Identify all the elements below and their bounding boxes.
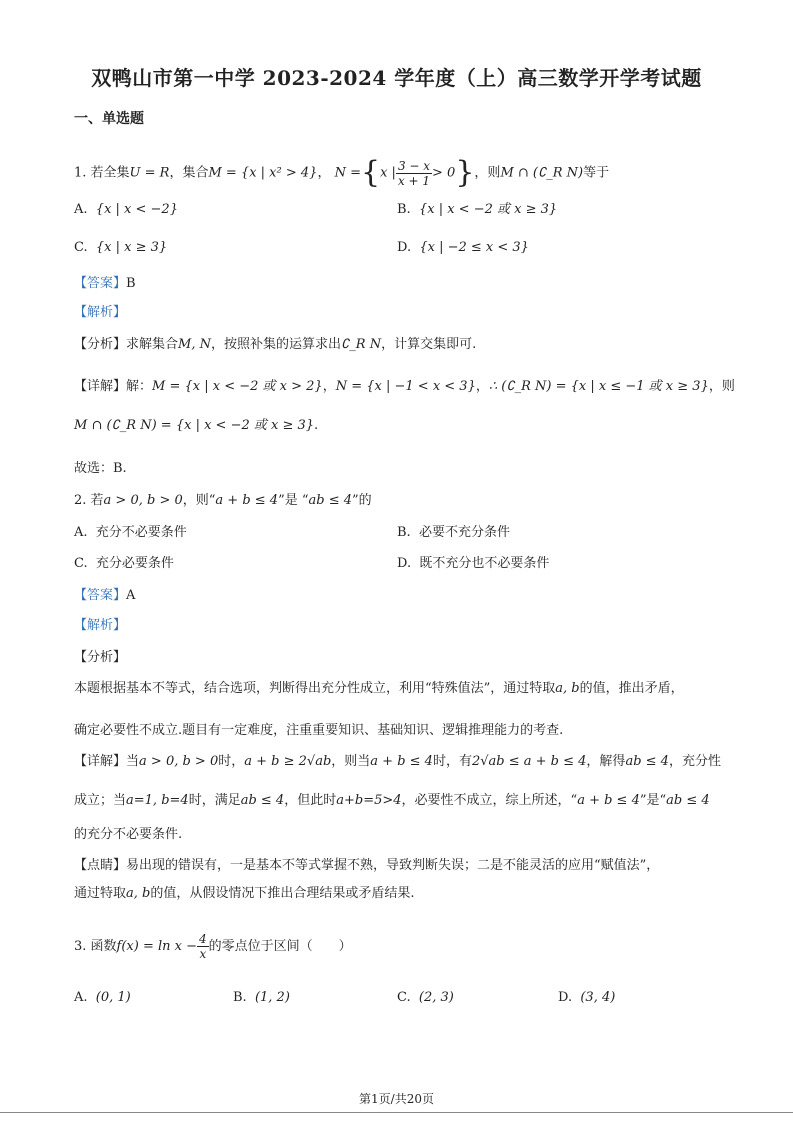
detail-math: a + b ≤ 4 xyxy=(370,754,433,769)
q1-stem-prefix: 1. 若全集 xyxy=(74,165,130,181)
option-label: B. xyxy=(397,202,411,217)
option-text: {x | −2 ≤ x < 3} xyxy=(419,240,529,255)
detail-text: ，充分性 xyxy=(668,754,721,769)
q2-dianjing-line2 xyxy=(74,884,415,904)
q1-detail-line1 xyxy=(74,377,735,397)
brace-left: { xyxy=(361,155,381,190)
answer-value: A xyxy=(126,588,136,603)
q2-option-c xyxy=(74,554,174,574)
q2-stem-text: 2. 若 xyxy=(74,493,104,508)
q3-num: 4 xyxy=(199,932,207,946)
q1-set-m: M = {x | x² > 4} xyxy=(208,165,318,181)
option-label: B. xyxy=(397,525,411,540)
detail-text: . xyxy=(314,418,319,433)
q1-fenxi xyxy=(74,335,476,355)
q2-stem xyxy=(74,491,372,511)
option-text: (1, 2) xyxy=(254,990,290,1005)
q3-fraction xyxy=(197,932,209,961)
detail-math: a+b=5>4 xyxy=(336,793,402,808)
q1-expr: M ∩ (∁_R N) xyxy=(500,165,584,181)
fenxi-math: ∁_R N xyxy=(341,337,382,352)
q2-stem-text: ”的 xyxy=(352,493,372,508)
option-text: 充分必要条件 xyxy=(95,556,174,571)
detail-text: ，解得 xyxy=(586,754,626,769)
footer-divider xyxy=(0,1112,793,1113)
q2-option-b xyxy=(397,523,510,543)
detail-tag: 【详解】 xyxy=(74,754,127,769)
option-text: (2, 3) xyxy=(418,990,454,1005)
q2-stem-math: ab ≤ 4 xyxy=(308,493,353,508)
detail-text: ”是“ xyxy=(639,793,667,808)
option-label: C. xyxy=(74,556,88,571)
option-text: (3, 4) xyxy=(580,990,616,1005)
detail-text: ，但此时 xyxy=(284,793,337,808)
q1-comma: ， xyxy=(317,165,331,181)
detail-text: ， xyxy=(322,379,336,394)
detail-math: N = {x | −1 < x < 3} xyxy=(335,379,476,394)
q1-choose: 故选：B. xyxy=(74,461,127,476)
detail-math: M = {x | x < −2 或 x > 2} xyxy=(152,379,323,394)
q1-answer xyxy=(74,274,136,294)
q1-n-fraction xyxy=(396,159,432,188)
option-label: D. xyxy=(558,990,573,1005)
detail-math: a + b ≤ 4 xyxy=(577,793,640,808)
q3-stem-text: 3. 函数 xyxy=(74,939,117,954)
q2-answer xyxy=(74,586,135,606)
detail-math: M ∩ (∁_R N) = {x | x < −2 或 x ≥ 3} xyxy=(74,418,315,433)
q1-analysis-tag: 【解析】 xyxy=(74,305,127,320)
section-heading: 一、单选题 xyxy=(74,111,144,127)
q1-option-a xyxy=(74,200,178,220)
option-text: 必要不充分条件 xyxy=(418,525,510,540)
detail-math: a=1, b=4 xyxy=(126,793,189,808)
brace-right: } xyxy=(455,155,475,190)
detail-text: 时，有 xyxy=(432,754,472,769)
option-text: {x | x < −2} xyxy=(95,202,178,217)
q3-option-d xyxy=(558,988,615,1008)
detail-math: ab ≤ 4 xyxy=(625,754,669,769)
q1-stem xyxy=(74,155,610,190)
q2-analysis-tag: 【解析】 xyxy=(74,618,127,633)
dianjing-text: 通过特取 xyxy=(74,886,127,901)
dianjing-math: a, b xyxy=(126,886,151,901)
q2-fenxi-tag: 【分析】 xyxy=(74,650,127,665)
q2-detail-line3: 的充分不必要条件. xyxy=(74,827,183,842)
q2-stem-math: a > 0, b > 0 xyxy=(103,493,183,508)
q3-function: f(x) = ln x − xyxy=(116,939,198,954)
detail-text: 当 xyxy=(126,754,140,769)
option-label: B. xyxy=(233,990,247,1005)
q2-fenxi-line1 xyxy=(74,679,684,699)
option-label: C. xyxy=(74,240,88,255)
option-text: (0, 1) xyxy=(95,990,131,1005)
detail-math: ∴ (∁_R N) = {x | x ≤ −1 或 x ≥ 3} xyxy=(488,379,709,394)
detail-text: 成立；当 xyxy=(74,793,127,808)
fenxi-tag: 【分析】 xyxy=(74,337,127,352)
option-label: C. xyxy=(397,990,411,1005)
fenxi-text: ，按照补集的运算求出 xyxy=(210,337,341,352)
q3-option-a xyxy=(74,988,131,1008)
q1-option-c xyxy=(74,238,167,258)
detail-text: ， xyxy=(475,379,489,394)
fenxi-math: M, N xyxy=(178,337,211,352)
q1-stem-mid2: ，则 xyxy=(474,165,501,181)
option-label: A. xyxy=(74,525,88,540)
q1-suffix: 等于 xyxy=(583,165,610,181)
detail-math: ab ≤ 4 xyxy=(666,793,710,808)
q2-dianjing-line1 xyxy=(74,856,659,876)
dianjing-text: 的值，从假设情况下推出合理结果或矛盾结果. xyxy=(150,886,415,901)
detail-text: 时，满足 xyxy=(188,793,241,808)
option-label: D. xyxy=(397,556,412,571)
option-text: 充分不必要条件 xyxy=(95,525,187,540)
dianjing-text: 易出现的错误有，一是基本不等式掌握不熟，导致判断失误；二是不能灵活的应用“赋值法”， xyxy=(126,858,660,873)
detail-text: 时， xyxy=(218,754,245,769)
q2-option-a xyxy=(74,523,187,543)
dianjing-tag: 【点睛】 xyxy=(74,858,127,873)
q1-set-u: U = R xyxy=(129,165,170,181)
detail-text: ，则 xyxy=(708,379,735,394)
q1-option-b xyxy=(397,200,557,220)
detail-text: ，则当 xyxy=(331,754,371,769)
fenxi-text: 求解集合 xyxy=(126,337,179,352)
fenxi-math: a, b xyxy=(555,681,580,696)
detail-math: a + b ≥ 2√ab xyxy=(244,754,332,769)
page-footer: 第1页/共20页 xyxy=(359,1092,434,1106)
q2-fenxi-line2: 确定必要性不成立.题目有一定难度，注重重要知识、基础知识、逻辑推理能力的考查. xyxy=(74,723,564,738)
q2-option-d xyxy=(397,554,549,574)
q1-n-den: x + 1 xyxy=(397,173,431,188)
option-label: A. xyxy=(74,202,88,217)
q1-n-gt: > 0 xyxy=(432,165,456,181)
q2-stem-math: a + b ≤ 4 xyxy=(215,493,279,508)
answer-tag: 【答案】 xyxy=(74,276,127,291)
q1-detail-line2 xyxy=(74,416,318,436)
q3-option-c xyxy=(397,988,454,1008)
q2-stem-text: ，则“ xyxy=(182,493,216,508)
q1-n-num: 3 − x xyxy=(397,158,431,173)
answer-value: B xyxy=(126,276,136,291)
q3-option-b xyxy=(233,988,290,1008)
detail-text: ，必要性不成立，综上所述，“ xyxy=(401,793,578,808)
fenxi-text: 的值，推出矛盾， xyxy=(579,681,684,696)
q1-stem-mid1: ，集合 xyxy=(169,165,209,181)
detail-tag: 【详解】 xyxy=(74,379,127,394)
option-text: 既不充分也不必要条件 xyxy=(419,556,550,571)
option-text: {x | x ≥ 3} xyxy=(95,240,168,255)
option-label: A. xyxy=(74,990,88,1005)
detail-math: 2√ab ≤ a + b ≤ 4 xyxy=(471,754,587,769)
option-label: D. xyxy=(397,240,412,255)
q1-n-var: x | xyxy=(380,165,396,181)
fenxi-text: 本题根据基本不等式，结合选项，判断得出充分性成立，利用“特殊值法”，通过特取 xyxy=(74,681,556,696)
q1-option-d xyxy=(397,238,529,258)
answer-tag: 【答案】 xyxy=(74,588,127,603)
q3-stem xyxy=(74,932,352,961)
detail-text: 解： xyxy=(126,379,153,394)
fenxi-text: ，计算交集即可. xyxy=(381,337,477,352)
option-text: {x | x < −2 或 x ≥ 3} xyxy=(418,202,558,217)
q2-stem-text: ”是 “ xyxy=(278,493,309,508)
q3-den: x xyxy=(199,947,207,961)
detail-math: a > 0, b > 0 xyxy=(139,754,219,769)
q2-detail-line2 xyxy=(74,791,710,811)
q3-stem-text: 的零点位于区间（ ） xyxy=(208,939,352,954)
page-title: 双鸭山市第一中学 2023-2024 学年度（上）高三数学开学考试题 xyxy=(91,66,702,90)
detail-math: ab ≤ 4 xyxy=(240,793,285,808)
q2-detail-line1 xyxy=(74,752,721,772)
q1-n-label: N = xyxy=(334,165,361,181)
